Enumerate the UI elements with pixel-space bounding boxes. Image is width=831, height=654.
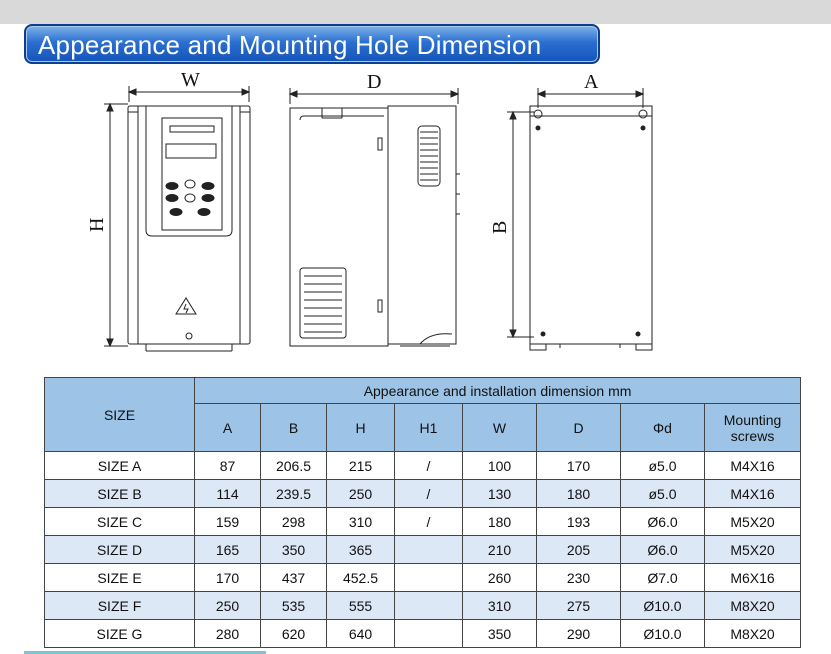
cell-h: 310	[327, 508, 395, 536]
cell-w: 210	[463, 536, 537, 564]
cell-a: 280	[195, 620, 261, 648]
table-row	[45, 508, 801, 536]
cell-hole-diameter: Ø6.0	[621, 536, 705, 564]
table-row	[45, 536, 801, 564]
cell-b: 437	[261, 564, 327, 592]
cell-h1: /	[395, 452, 463, 480]
keypad-esc-key: ESC	[167, 196, 176, 201]
cell-d: 290	[537, 620, 621, 648]
cell-d: 170	[537, 452, 621, 480]
cell-h1: /	[395, 480, 463, 508]
cell-size: SIZE E	[45, 564, 195, 592]
dimension-table	[44, 377, 801, 648]
cell-hole-diameter: Ø6.0	[621, 508, 705, 536]
cell-h1: /	[395, 508, 463, 536]
cell-h: 250	[327, 480, 395, 508]
front-view	[104, 86, 250, 351]
col-header-b: B	[261, 404, 327, 452]
cell-a: 250	[195, 592, 261, 620]
cell-a: 114	[195, 480, 261, 508]
col-header-h1: H1	[395, 404, 463, 452]
col-header-mounting-screws: Mounting screws	[705, 404, 801, 452]
cell-size: SIZE D	[45, 536, 195, 564]
cell-hole-diameter: Ø7.0	[621, 564, 705, 592]
cell-h: 215	[327, 452, 395, 480]
cell-screws: M4X16	[705, 452, 801, 480]
cell-h: 452.5	[327, 564, 395, 592]
cell-b: 620	[261, 620, 327, 648]
col-header-a: A	[195, 404, 261, 452]
cell-h: 640	[327, 620, 395, 648]
keypad-run-key: RUN	[171, 210, 180, 215]
cell-d: 275	[537, 592, 621, 620]
cell-screws: M8X20	[705, 592, 801, 620]
cell-b: 535	[261, 592, 327, 620]
cell-screws: M6X16	[705, 564, 801, 592]
cell-w: 100	[463, 452, 537, 480]
cell-w: 130	[463, 480, 537, 508]
width-label: W	[181, 69, 200, 91]
cell-hole-diameter: Ø10.0	[621, 592, 705, 620]
cell-a: 165	[195, 536, 261, 564]
keypad-prg-key: PRG	[166, 184, 175, 189]
side-view	[290, 88, 460, 346]
table-row	[45, 620, 801, 648]
col-header-d: D	[537, 404, 621, 452]
cell-b: 298	[261, 508, 327, 536]
cell-a: 170	[195, 564, 261, 592]
table-row	[45, 480, 801, 508]
depth-label: D	[367, 71, 382, 93]
col-header-w: W	[463, 404, 537, 452]
cell-b: 350	[261, 536, 327, 564]
cell-h: 555	[327, 592, 395, 620]
cell-size: SIZE F	[45, 592, 195, 620]
mount-width-label: A	[584, 71, 599, 93]
col-header-hole-diameter: Φd	[621, 404, 705, 452]
cell-b: 206.5	[261, 452, 327, 480]
cell-b: 239.5	[261, 480, 327, 508]
cell-screws: M4X16	[705, 480, 801, 508]
cell-h1	[395, 564, 463, 592]
cell-screws: M8X20	[705, 620, 801, 648]
cell-hole-diameter: Ø10.0	[621, 620, 705, 648]
table-row	[45, 564, 801, 592]
cell-size: SIZE B	[45, 480, 195, 508]
cell-hole-diameter: ø5.0	[621, 480, 705, 508]
keypad-stop-key: STOP	[198, 210, 209, 215]
cell-size: SIZE C	[45, 508, 195, 536]
cell-d: 205	[537, 536, 621, 564]
cell-screws: M5X20	[705, 508, 801, 536]
cell-w: 180	[463, 508, 537, 536]
cell-d: 180	[537, 480, 621, 508]
table-row	[45, 452, 801, 480]
col-header-h: H	[327, 404, 395, 452]
keypad-data-key: DATA	[202, 184, 213, 189]
mount-height-label: B	[489, 220, 511, 234]
top-band	[0, 0, 831, 24]
cell-size: SIZE A	[45, 452, 195, 480]
cell-screws: M5X20	[705, 536, 801, 564]
height-label: H	[86, 217, 108, 232]
cell-d: 193	[537, 508, 621, 536]
cell-d: 230	[537, 564, 621, 592]
group-header: Appearance and installation dimension mm	[195, 378, 801, 404]
size-header: SIZE	[45, 378, 195, 452]
cell-w: 260	[463, 564, 537, 592]
cell-hole-diameter: ø5.0	[621, 452, 705, 480]
dimension-drawing	[0, 64, 831, 374]
section-title-banner	[24, 24, 600, 64]
cell-a: 87	[195, 452, 261, 480]
cell-size: SIZE G	[45, 620, 195, 648]
cell-w: 310	[463, 592, 537, 620]
cell-h1	[395, 536, 463, 564]
cell-w: 350	[463, 620, 537, 648]
cell-h1	[395, 592, 463, 620]
cell-a: 159	[195, 508, 261, 536]
back-view	[507, 88, 652, 350]
cell-h: 365	[327, 536, 395, 564]
page-title: Appearance and Mounting Hole Dimension	[38, 30, 542, 60]
table-row	[45, 592, 801, 620]
cell-h1	[395, 620, 463, 648]
